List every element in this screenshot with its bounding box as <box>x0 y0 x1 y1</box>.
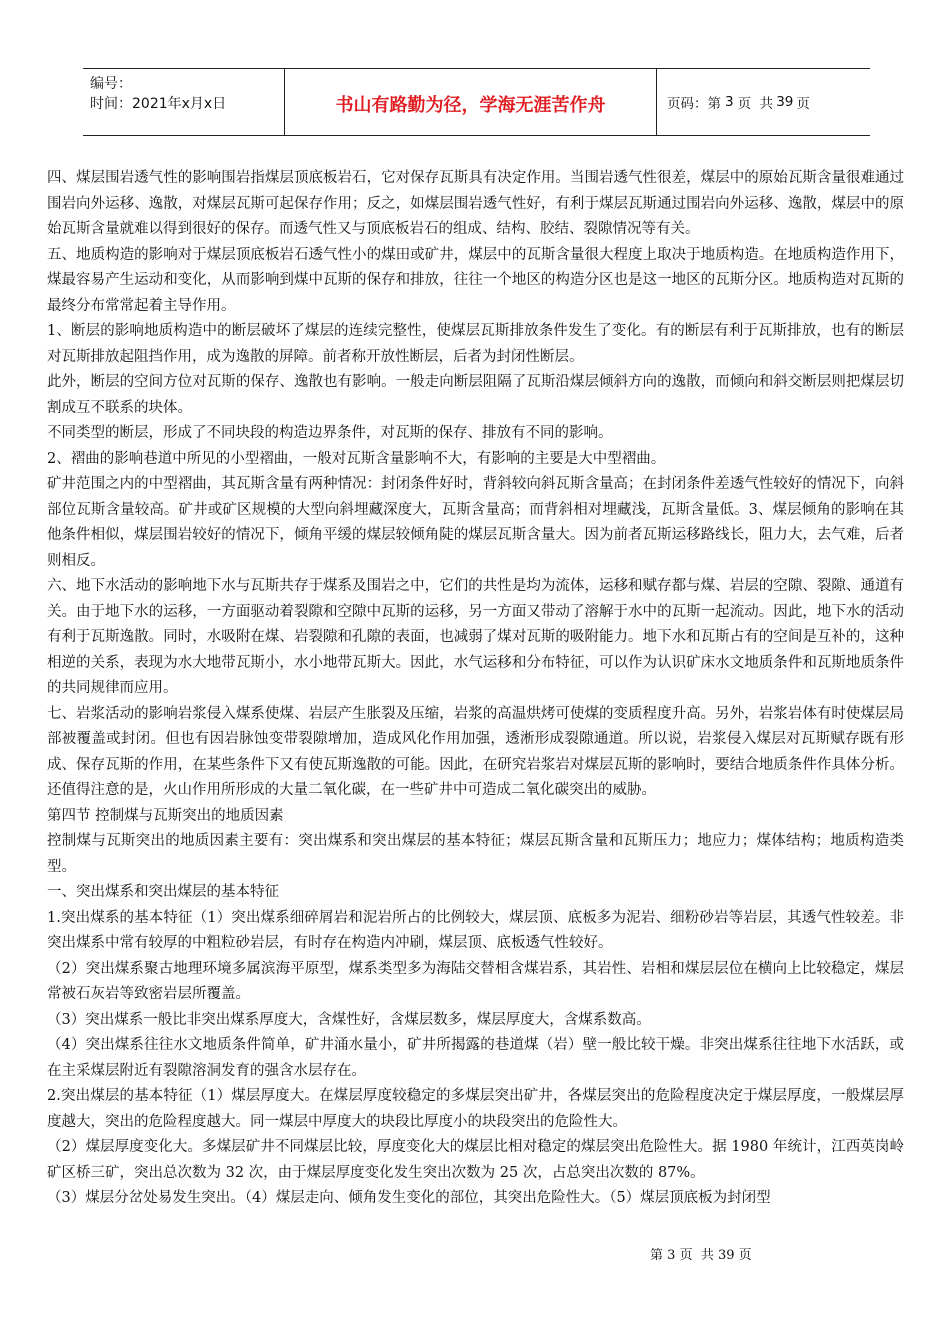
page-prefix: 页码：第 <box>667 96 721 112</box>
page-total: 39 <box>776 94 794 110</box>
page-footer <box>650 1244 752 1263</box>
paragraph: 五、地质构造的影响对于煤层顶底板岩石透气性小的煤田或矿井，煤层中的瓦斯含量很大程度上取决于地质构造。在地质构造作用下，煤最容易产生运动和变化，从而影响到煤中瓦斯的保存和排放，往往一个地区的构造分区也是这一地区的瓦斯分区。地质构造对瓦斯的最终分布常常起着主导作用。 <box>47 246 904 314</box>
paragraph: 矿井范围之内的中型褶曲，其瓦斯含量有两种情况：封闭条件好时，背斜较向斜瓦斯含量高；在封闭条件差透气性较好的情况下，向斜部位瓦斯含量较高。矿井或矿区规模的大型向斜埋藏深度大，瓦斯含量高；而背斜相对埋藏浅，瓦斯含量低。3、煤层倾角的影响在其他条件相似，煤层围岩较好的情况下，倾角平缓的煤层较倾角陡的煤层瓦斯含量大。因为前者瓦斯运移路线长，阻力大，去气难，后者则相反。 <box>47 476 904 569</box>
subsection-heading: 一、突出煤系和突出煤层的基本特征 <box>47 884 279 900</box>
page-header <box>83 68 870 136</box>
footer-suffix: 页 <box>738 1248 752 1263</box>
header-motto-cell <box>285 69 657 135</box>
footer-prefix: 第 <box>650 1248 664 1263</box>
document-time-label: 时间：2021年x月x日 <box>90 96 227 112</box>
paragraph: （2）突出煤系聚古地理环境多属滨海平原型，煤系类型多为海陆交替相含煤岩系，其岩性、岩相和煤层层位在横向上比较稳定，煤层常被石灰岩等致密岩层所覆盖。 <box>47 960 904 1002</box>
header-info-cell <box>83 69 285 135</box>
paragraph: 1、断层的影响地质构造中的断层破坏了煤层的连续完整性，使煤层瓦斯排放条件发生了变化。有的断层有利于瓦斯排放，也有的断层对瓦斯排放起阻挡作用，成为逸散的屏障。前者称开放性断层，后者为封闭性断层。 <box>47 323 904 365</box>
page-mid: 页 共 <box>737 96 774 112</box>
document-body <box>47 166 904 1212</box>
paragraph: 七、岩浆活动的影响岩浆侵入煤系使煤、岩层产生胀裂及压缩，岩浆的高温烘烤可使煤的变质程度升高。另外，岩浆岩体有时使煤层局部被覆盖或封闭。但也有因岩脉蚀变带裂隙增加，造成风化作用加强，透淅形成裂隙通道。所以说，岩浆侵入煤层对瓦斯赋存既有形成、保存瓦斯的作用，在某些条件下又有使瓦斯逸散的可能。因此，在研究岩浆岩对煤层瓦斯的影响时，要结合地质条件作具体分析。还值得注意的是，火山作用所形成的大量二氧化碳，在一些矿井中可造成二氧化碳突出的威胁。 <box>47 705 904 798</box>
paragraph: 此外，断层的空间方位对瓦斯的保存、逸散也有影响。一般走向断层阻隔了瓦斯沿煤层倾斜方向的逸散，而倾向和斜交断层则把煤层切割成互不联系的块体。 <box>47 374 904 416</box>
document-number-label: 编号： <box>90 76 132 92</box>
paragraph: 控制煤与瓦斯突出的地质因素主要有：突出煤系和突出煤层的基本特征；煤层瓦斯含量和瓦斯压力；地应力；煤体结构；地质构造类型。 <box>47 833 904 875</box>
motto-text: 书山有路勤为径，学海无涯苦作舟 <box>335 95 606 116</box>
page-suffix: 页 <box>796 96 810 112</box>
paragraph: （2）煤层厚度变化大。多煤层矿井不同煤层比较，厚度变化大的煤层比相对稳定的煤层突出危险性大。据 1980 年统计，江西英岗岭矿区桥三矿，突出总次数为 32 次，由于煤层厚度变化发生突出次数为 25 次，占总突出次数的 87%。 <box>47 1139 904 1181</box>
paragraph: 四、煤层围岩透气性的影响围岩指煤层顶底板岩石，它对保存瓦斯具有决定作用。当围岩透气性很差，煤层中的原始瓦斯含量很难通过围岩向外运移、逸散，对煤层瓦斯可起保存作用；反之，如煤层围岩透气性好，有利于煤层瓦斯通过围岩向外运移、逸散，煤层中的原始瓦斯含量就难以得到很好的保存。而透气性又与顶底板岩石的组成、结构、胶结、裂隙情况等有关。 <box>47 170 904 237</box>
paragraph: （3）突出煤系一般比非突出煤系厚度大，含煤性好，含煤层数多，煤层厚度大，含煤系数高。 <box>47 1011 651 1028</box>
paragraph: 1.突出煤系的基本特征（1）突出煤系细碎屑岩和泥岩所占的比例较大，煤层顶、底板多为泥岩、细粉砂岩等岩层，其透气性较差。非突出煤系中常有较厚的中粗粒砂岩层，有时存在构造内冲刷，煤层顶、底板透气性较好。 <box>47 909 904 951</box>
paragraph: 六、地下水活动的影响地下水与瓦斯共存于煤系及围岩之中，它们的共性是均为流体，运移和赋存都与煤、岩层的空隙、裂隙、通道有关。由于地下水的运移，一方面驱动着裂隙和空隙中瓦斯的运移，另一方面又带动了溶解于水中的瓦斯一起流动。因此，地下水的活动有利于瓦斯逸散。同时，水吸附在煤、岩裂隙和孔隙的表面，也减弱了煤对瓦斯的吸附能力。地下水和瓦斯占有的空间是互补的，这种相逆的关系，表现为水大地带瓦斯小，水小地带瓦斯大。因此，水气运移和分布特征，可以作为认识矿床水文地质条件和瓦斯地质条件的共同规律而应用。 <box>47 578 904 696</box>
footer-mid: 页 共 <box>679 1248 714 1263</box>
section-heading: 第四节 控制煤与瓦斯突出的地质因素 <box>47 807 284 824</box>
page-current: 3 <box>725 94 734 110</box>
header-page-cell <box>657 69 870 135</box>
footer-total: 39 <box>717 1248 735 1263</box>
paragraph: 不同类型的断层，形成了不同块段的构造边界条件，对瓦斯的保存、排放有不同的影响。 <box>47 425 613 441</box>
paragraph: 2、褶曲的影响巷道中所见的小型褶曲，一般对瓦斯含量影响不大，有影响的主要是大中型褶曲。 <box>47 450 666 467</box>
paragraph: （4）突出煤系往往水文地质条件简单，矿井涌水量小，矿井所揭露的巷道煤（岩）壁一般比较干燥。非突出煤系往往地下水活跃，或在主采煤层附近有裂隙溶洞发育的强含水层存在。 <box>47 1037 904 1079</box>
paragraph: （3）煤层分岔处易发生突出。（4）煤层走向、倾角发生变化的部位，其突出危险性大。（5）煤层顶底板为封闭型 <box>47 1190 771 1206</box>
paragraph: 2.突出煤层的基本特征（1）煤层厚度大。在煤层厚度较稳定的多煤层突出矿井，各煤层突出的危险程度决定于煤层厚度，一般煤层厚度越大，突出的危险程度越大。同一煤层中厚度大的块段比厚度小的块段突出的危险性大。 <box>47 1088 904 1130</box>
footer-current: 3 <box>667 1248 676 1263</box>
